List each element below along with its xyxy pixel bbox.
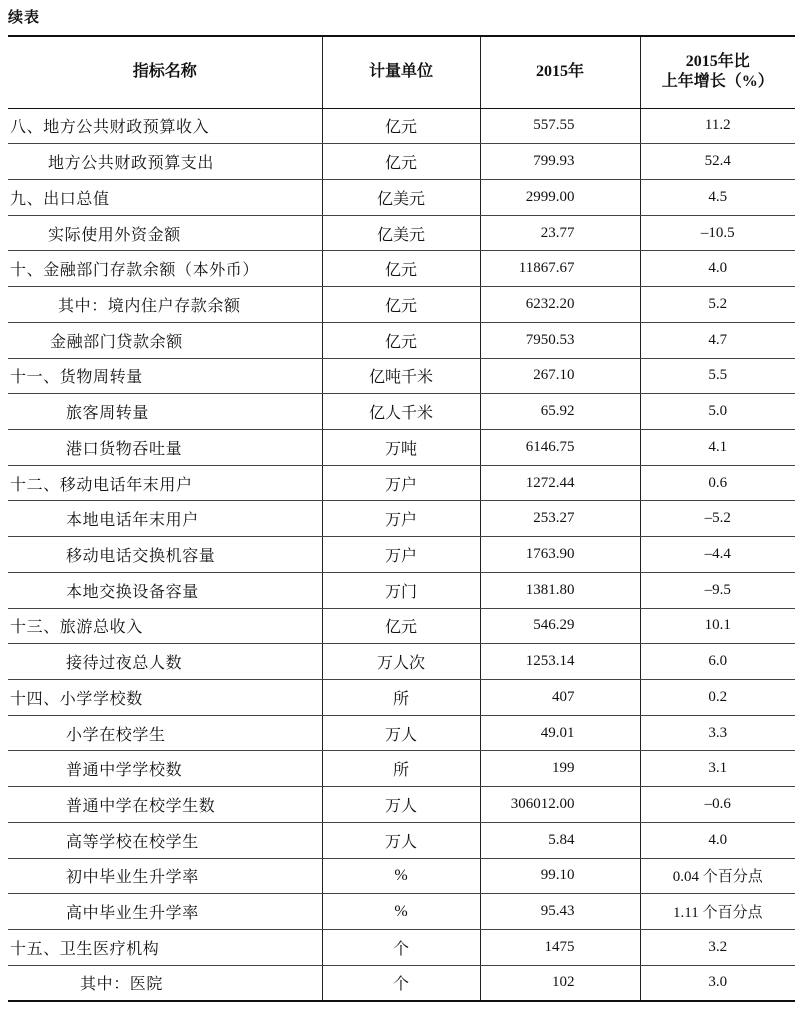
value-cell: 407 — [480, 680, 640, 716]
table-row — [8, 751, 795, 787]
unit-cell: 万人 — [322, 787, 480, 823]
value-cell: 267.10 — [480, 358, 640, 394]
value-cell: 1381.80 — [480, 572, 640, 608]
value-cell: 65.92 — [480, 394, 640, 430]
growth-cell: 6.0 — [640, 644, 795, 680]
growth-cell: 0.2 — [640, 680, 795, 716]
unit-cell: 万门 — [322, 572, 480, 608]
growth-cell: 3.3 — [640, 715, 795, 751]
indicator-name-cell: 十三、旅游总收入 — [8, 608, 322, 644]
value-cell: 102 — [480, 965, 640, 1001]
value-cell: 49.01 — [480, 715, 640, 751]
value-cell: 1272.44 — [480, 465, 640, 501]
table-row — [8, 680, 795, 716]
unit-cell: 亿美元 — [322, 215, 480, 251]
unit-cell: % — [322, 858, 480, 894]
growth-cell: 4.1 — [640, 429, 795, 465]
growth-cell: 4.0 — [640, 822, 795, 858]
indicator-name-cell: 十五、卫生医疗机构 — [8, 930, 322, 966]
unit-cell: 个 — [322, 930, 480, 966]
indicator-name-cell: 旅客周转量 — [8, 394, 322, 430]
unit-cell: 所 — [322, 751, 480, 787]
unit-cell: 亿元 — [322, 322, 480, 358]
table-row — [8, 894, 795, 930]
indicator-name-cell: 其中：医院 — [80, 976, 164, 994]
table-row — [8, 965, 795, 1001]
growth-cell: –9.5 — [640, 572, 795, 608]
value-cell: 1763.90 — [480, 537, 640, 573]
header-indicator-name: 指标名称 — [8, 36, 322, 108]
unit-cell: 亿元 — [322, 608, 480, 644]
unit-cell: 个 — [322, 965, 480, 1001]
indicator-name-cell: 十、金融部门存款余额（本外币） — [8, 251, 322, 287]
table-row — [8, 715, 795, 751]
table-row — [8, 608, 795, 644]
growth-cell: 1.11 个百分点 — [640, 894, 795, 930]
growth-cell: 4.5 — [640, 179, 795, 215]
table-row — [8, 787, 795, 823]
growth-cell: 52.4 — [640, 144, 795, 180]
table-row — [8, 215, 795, 251]
growth-cell: 0.6 — [640, 465, 795, 501]
table-row — [8, 501, 795, 537]
growth-cell: 5.2 — [640, 287, 795, 323]
indicator-name-cell: 接待过夜总人数 — [8, 644, 322, 680]
table-row — [8, 179, 795, 215]
value-cell: 306012.00 — [480, 787, 640, 823]
table-row — [8, 572, 795, 608]
growth-cell: 11.2 — [640, 108, 795, 144]
value-cell: 7950.53 — [480, 322, 640, 358]
growth-cell: –5.2 — [640, 501, 795, 537]
value-cell: 11867.67 — [480, 251, 640, 287]
table-row — [8, 358, 795, 394]
value-cell: 1475 — [480, 930, 640, 966]
indicator-name-cell: 地方公共财政预算支出 — [8, 144, 322, 180]
table-row — [8, 858, 795, 894]
indicator-name-cell: 普通中学学校数 — [8, 751, 322, 787]
indicator-name-cell: 十四、小学学校数 — [8, 680, 322, 716]
unit-cell: 亿美元 — [322, 179, 480, 215]
table-row — [8, 287, 795, 323]
statistics-table — [8, 35, 795, 1002]
unit-cell: 万户 — [322, 465, 480, 501]
table-row — [8, 537, 795, 573]
indicator-name-cell: 其中：境内住户存款余额 — [8, 287, 322, 323]
growth-cell: 5.5 — [640, 358, 795, 394]
value-cell: 1253.14 — [480, 644, 640, 680]
table-row — [8, 251, 795, 287]
value-cell: 6146.75 — [480, 429, 640, 465]
unit-cell: 亿元 — [322, 108, 480, 144]
header-growth — [640, 36, 795, 108]
growth-cell: 3.2 — [640, 930, 795, 966]
unit-cell: 亿吨千米 — [322, 358, 480, 394]
indicator-name-cell: 港口货物吞吐量 — [8, 429, 322, 465]
growth-cell: 10.1 — [640, 608, 795, 644]
indicator-name-cell: 本地电话年末用户 — [8, 501, 322, 537]
value-cell: 99.10 — [480, 858, 640, 894]
unit-cell: 所 — [322, 680, 480, 716]
header-growth-line1: 2015年比 — [685, 53, 750, 71]
growth-cell: –4.4 — [640, 537, 795, 573]
value-cell: 253.27 — [480, 501, 640, 537]
header-unit: 计量单位 — [322, 36, 480, 108]
growth-cell: 4.0 — [640, 251, 795, 287]
table-row — [8, 644, 795, 680]
growth-cell: –10.5 — [640, 215, 795, 251]
unit-cell: 万户 — [322, 537, 480, 573]
table-row — [8, 429, 795, 465]
indicator-name-cell: 十二、移动电话年末用户 — [8, 465, 322, 501]
indicator-name-cell: 十一、货物周转量 — [8, 358, 322, 394]
table-row — [8, 394, 795, 430]
growth-cell: –0.6 — [640, 787, 795, 823]
table-row — [8, 108, 795, 144]
unit-cell: 亿元 — [322, 287, 480, 323]
unit-cell: 万吨 — [322, 429, 480, 465]
indicator-name-cell: 九、出口总值 — [8, 179, 322, 215]
unit-cell: 万人次 — [322, 644, 480, 680]
value-cell: 546.29 — [480, 608, 640, 644]
indicator-name-cell: 移动电话交换机容量 — [8, 537, 322, 573]
unit-cell: 亿元 — [322, 251, 480, 287]
table-row — [8, 930, 795, 966]
header-value-2015: 2015年 — [480, 36, 640, 108]
header-row — [8, 36, 795, 108]
unit-cell: 万人 — [322, 822, 480, 858]
table-row — [8, 465, 795, 501]
indicator-name-cell: 小学在校学生 — [8, 715, 322, 751]
unit-cell: 万人 — [322, 715, 480, 751]
indicator-name-cell: 高等学校在校学生 — [8, 822, 322, 858]
value-cell: 95.43 — [480, 894, 640, 930]
header-growth-line2: 上年增长（%） — [661, 73, 774, 91]
table-row — [8, 144, 795, 180]
growth-cell: 3.1 — [640, 751, 795, 787]
growth-cell: 0.04 个百分点 — [640, 858, 795, 894]
value-cell: 2999.00 — [480, 179, 640, 215]
table-row — [8, 822, 795, 858]
growth-cell: 5.0 — [640, 394, 795, 430]
indicator-name-cell: 高中毕业生升学率 — [8, 894, 322, 930]
table-row — [8, 322, 795, 358]
unit-cell: % — [322, 894, 480, 930]
unit-cell: 万户 — [322, 501, 480, 537]
unit-cell: 亿元 — [322, 144, 480, 180]
value-cell: 199 — [480, 751, 640, 787]
indicator-name-cell: 八、地方公共财政预算收入 — [8, 108, 322, 144]
indicator-name-cell: 本地交换设备容量 — [8, 572, 322, 608]
value-cell: 799.93 — [480, 144, 640, 180]
value-cell: 23.77 — [480, 215, 640, 251]
unit-cell: 亿人千米 — [322, 394, 480, 430]
indicator-name-cell: 初中毕业生升学率 — [8, 858, 322, 894]
indicator-name-cell: 金融部门贷款余额 — [8, 322, 322, 358]
value-cell: 557.55 — [480, 108, 640, 144]
indicator-name-cell: 普通中学在校学生数 — [8, 787, 322, 823]
growth-cell: 4.7 — [640, 322, 795, 358]
value-cell: 5.84 — [480, 822, 640, 858]
table-caption: 续表 — [8, 10, 41, 26]
value-cell: 6232.20 — [480, 287, 640, 323]
growth-cell: 3.0 — [640, 965, 795, 1001]
indicator-name-cell: 实际使用外资金额 — [8, 215, 322, 251]
